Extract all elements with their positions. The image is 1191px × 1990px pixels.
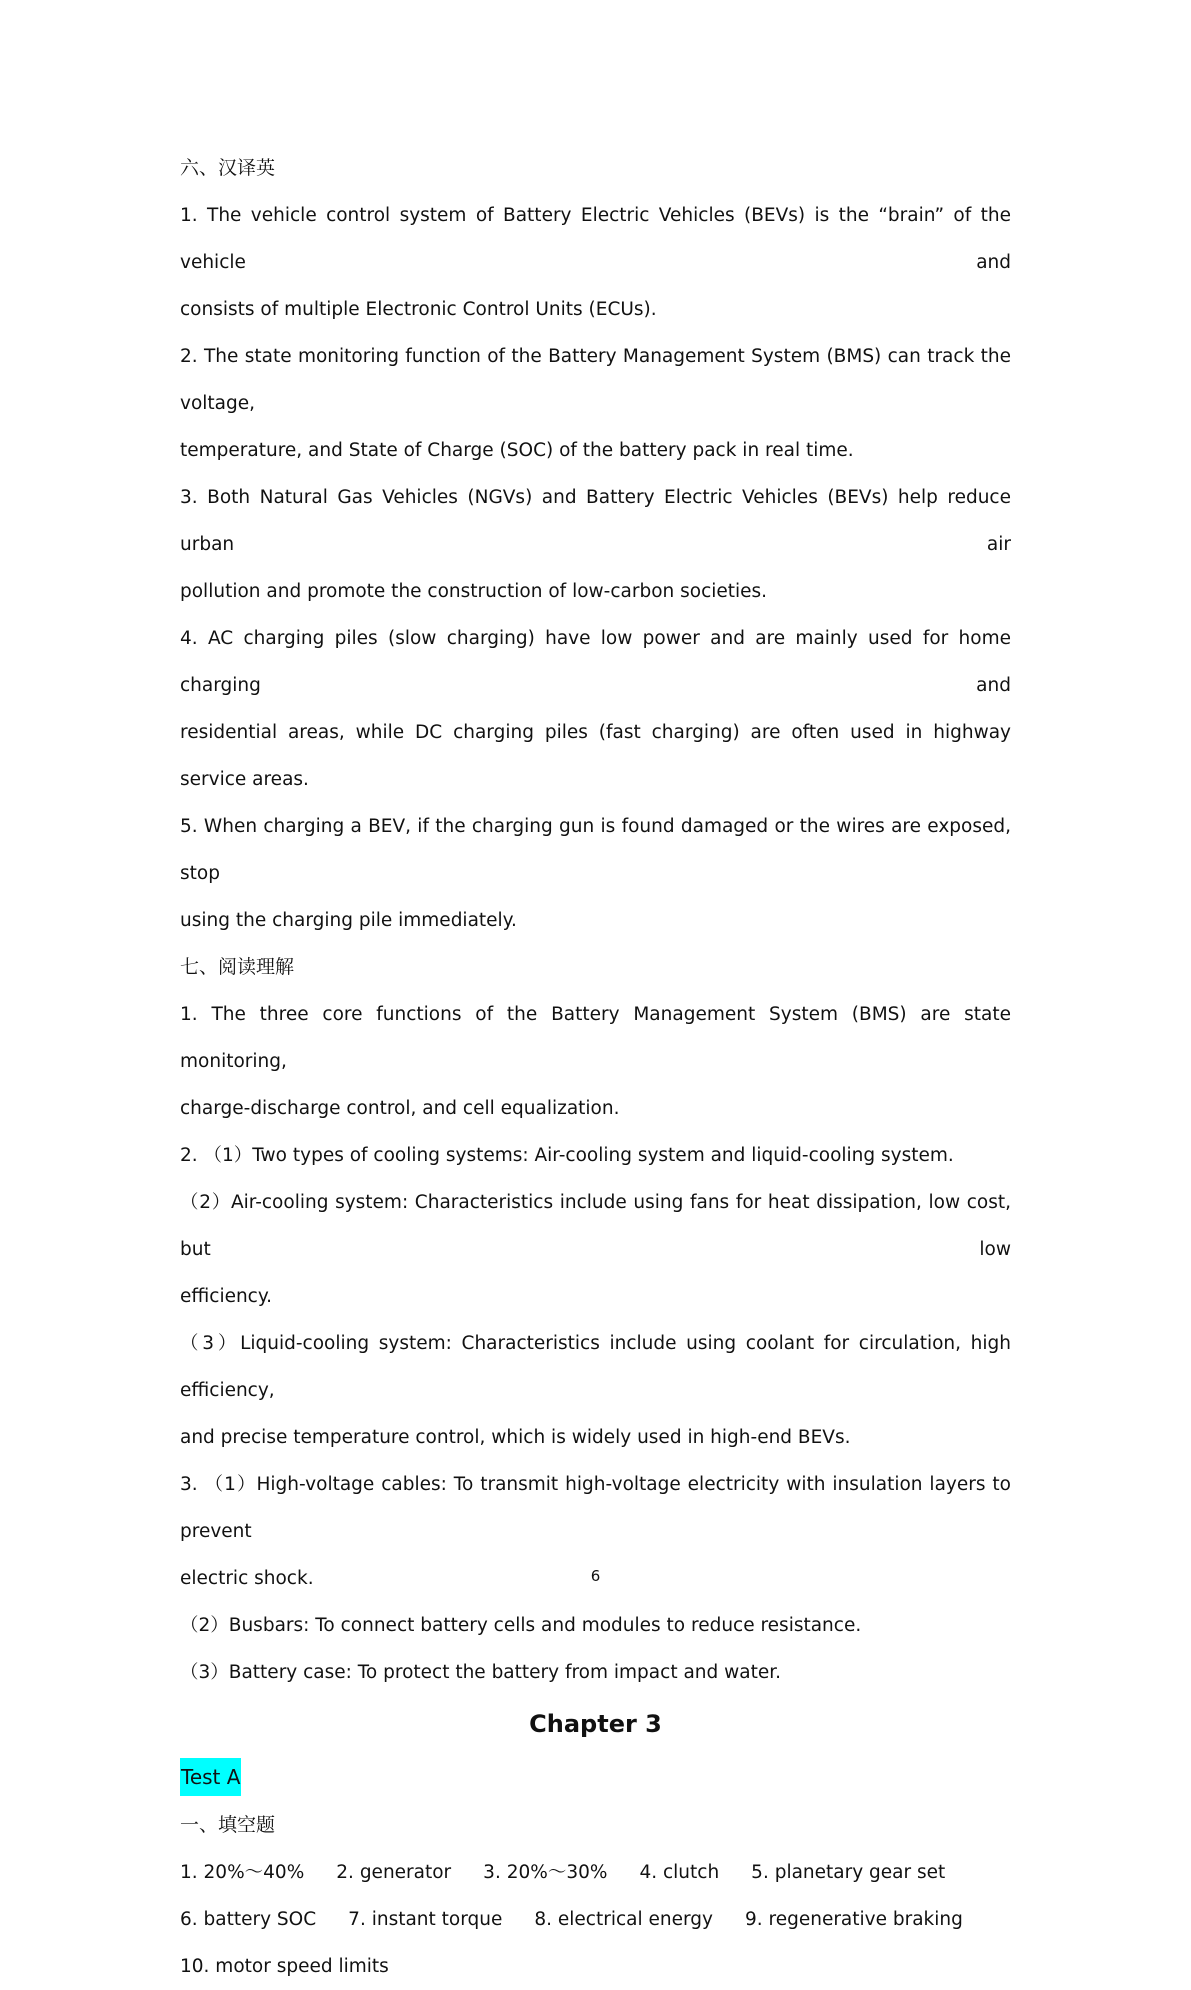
- paragraph-line: （3）Liquid-cooling system: Characteristics include using coolant for circulation, high efficiency,: [180, 1333, 1011, 1401]
- paragraph-line: （2）Air-cooling system: Characteristics include using fans for heat dissipation, low cost, but low: [180, 1192, 1011, 1260]
- section-heading-translation: 六、汉译英: [180, 157, 276, 179]
- paragraph-line: 3. Both Natural Gas Vehicles (NGVs) and Battery Electric Vehicles (BEVs) help reduce urban air: [180, 487, 1011, 555]
- answer-item: 2. generator: [336, 1862, 452, 1883]
- paragraph-line: （3）Battery case: To protect the battery from impact and water.: [180, 1662, 782, 1683]
- paragraph-line: 5. When charging a BEV, if the charging gun is found damaged or the wires are exposed, stop: [180, 816, 1011, 884]
- paragraph-line: 3. （1）High-voltage cables: To transmit high-voltage electricity with insulation layers to prevent: [180, 1474, 1011, 1542]
- paragraph-line: pollution and promote the construction of low-carbon societies.: [180, 581, 768, 602]
- answer-item: 9. regenerative braking: [744, 1909, 963, 1930]
- paragraph-line: residential areas, while DC charging piles (fast charging) are often used in highway service areas.: [180, 722, 1011, 790]
- paragraph-line: 1. The vehicle control system of Battery Electric Vehicles (BEVs) is the “brain” of the vehicle and: [180, 205, 1011, 273]
- paragraph-line: efficiency.: [180, 1286, 273, 1307]
- chapter-title: Chapter 3: [529, 1710, 662, 1738]
- paragraph-line: 1. The three core functions of the Battery Management System (BMS) are state monitoring,: [180, 1004, 1011, 1072]
- answer-item: 10. motor speed limits: [180, 1956, 389, 1977]
- section-heading-reading: 七、阅读理解: [180, 956, 295, 978]
- answer-row: [180, 1943, 1011, 1990]
- answer-item: 3. 20%～30%: [483, 1862, 608, 1883]
- section-heading-fill-blank: 一、填空题: [180, 1814, 276, 1836]
- paragraph-line: （2）Busbars: To connect battery cells and modules to reduce resistance.: [180, 1615, 862, 1636]
- paragraph-line: 2. The state monitoring function of the Battery Management System (BMS) can track the voltage,: [180, 346, 1011, 414]
- page-number: 6: [590, 1567, 601, 1585]
- answer-item: 5. planetary gear set: [751, 1862, 946, 1883]
- test-label-line: [180, 1752, 1011, 1802]
- paragraph-line: temperature, and State of Charge (SOC) of the battery pack in real time.: [180, 440, 854, 461]
- paragraph-line: charge-discharge control, and cell equalization.: [180, 1098, 620, 1119]
- paragraph-line: 2. （1）Two types of cooling systems: Air-cooling system and liquid-cooling system.: [180, 1145, 954, 1166]
- document-page: [180, 145, 1011, 1990]
- test-label: Test A: [180, 1758, 241, 1796]
- paragraph-line: consists of multiple Electronic Control Units (ECUs).: [180, 299, 657, 320]
- paragraph-line: 4. AC charging piles (slow charging) have low power and are mainly used for home charging and: [180, 628, 1011, 696]
- answer-item: 7. instant torque: [348, 1909, 503, 1930]
- answer-item: 8. electrical energy: [534, 1909, 713, 1930]
- paragraph-line: electric shock.: [180, 1568, 314, 1589]
- paragraph-line: and precise temperature control, which is widely used in high-end BEVs.: [180, 1427, 851, 1448]
- answer-item: 4. clutch: [639, 1862, 720, 1883]
- paragraph-line: using the charging pile immediately.: [180, 910, 517, 931]
- answer-item: 1. 20%～40%: [180, 1862, 305, 1883]
- answer-item: 6. battery SOC: [180, 1909, 317, 1930]
- answer-row: [180, 1896, 1011, 1943]
- answer-row: [180, 1849, 1011, 1896]
